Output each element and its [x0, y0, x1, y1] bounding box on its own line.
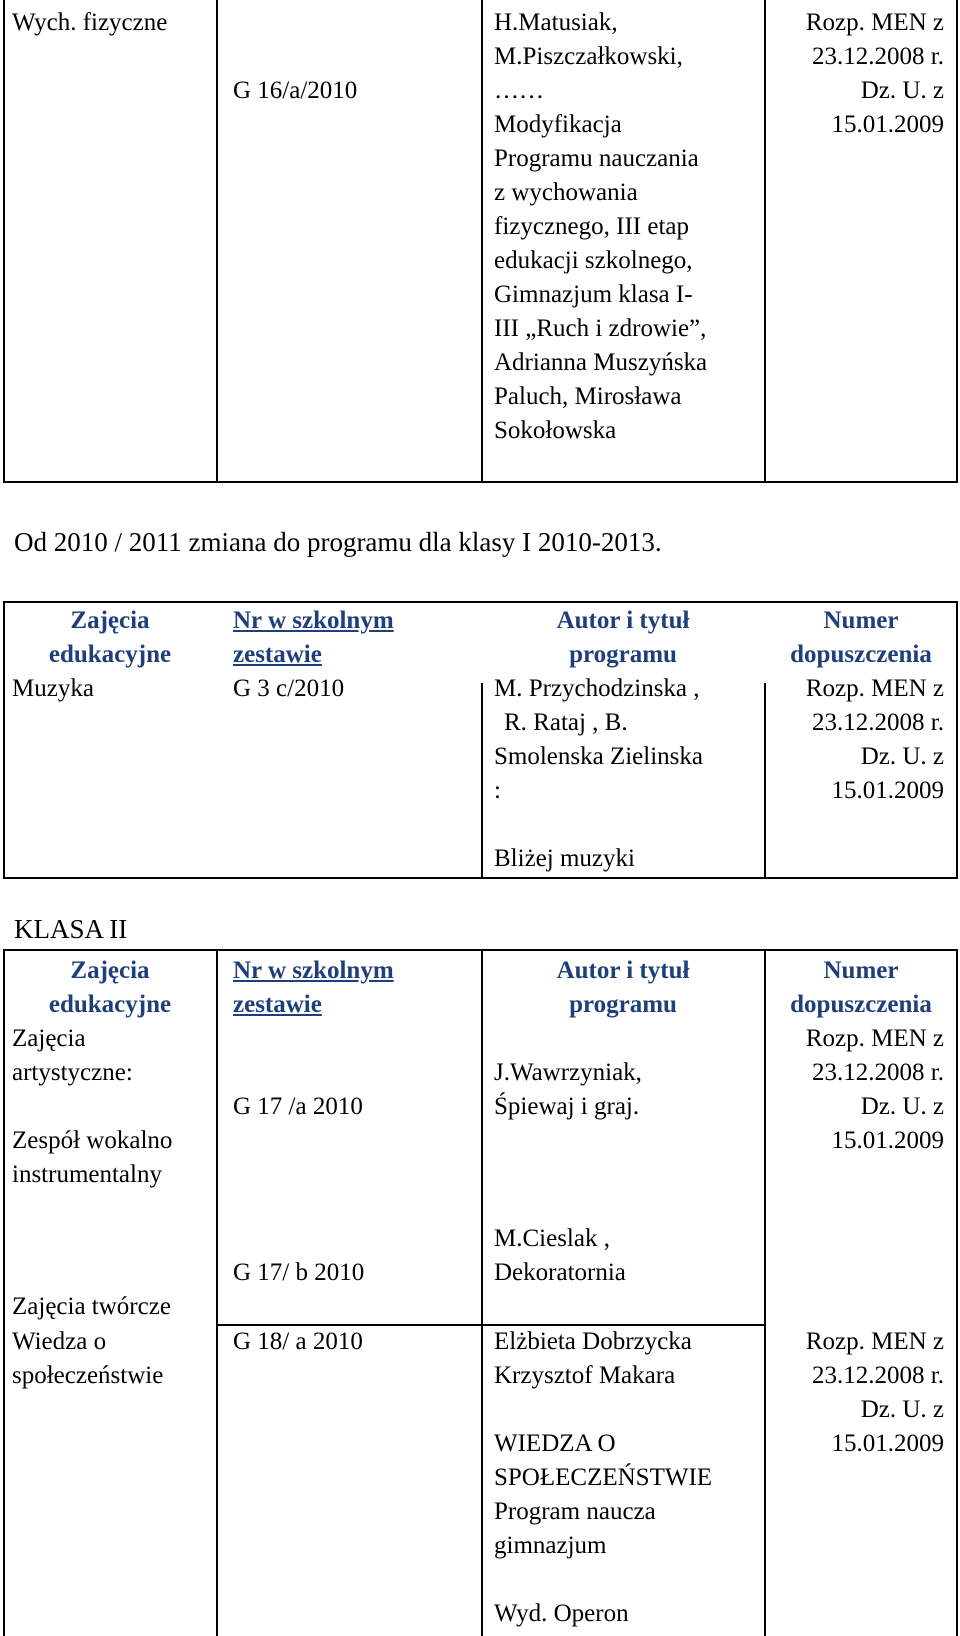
table-border [3, 949, 5, 1636]
table-border [216, 0, 218, 482]
table-border [764, 683, 766, 879]
subject-cell: Zajęcia artystyczne: Zespół wokalno instrumentalny [12, 1025, 173, 1188]
header-author: Autor i tytuł programu [556, 957, 690, 1018]
program-number-cell: G 16/a/2010 [233, 77, 358, 104]
header-subject: Zajęcia edukacyjne [48, 957, 172, 1018]
header-number: Nr w szkolnym zestawie [233, 957, 394, 1018]
table-border [481, 949, 483, 1636]
header-approval: Numer dopuszczenia [790, 607, 932, 668]
table-border [956, 0, 958, 482]
table-border [3, 601, 958, 603]
subject-cell: Muzyka [12, 675, 94, 702]
program-number-cell: G 3 c/2010 [233, 675, 345, 702]
approval-number-cell: Rozp. MEN z 23.12.2008 r. Dz. U. z 15.01.2009 [805, 1025, 944, 1154]
author-title-cell: M.Cieslak , Dekoratornia [494, 1225, 626, 1286]
program-change-note: Od 2010 / 2011 zmiana do programu dla klasy I 2010-2013. [14, 527, 662, 557]
author-title-cell: H.Matusiak, M.Piszczałkowski, …… Modyfikacja Programu nauczania z wychowania fizycznego, III etap edukacji szkolnego, Gimnazjum klasa I- III „Ruch i zdrowie”, Adrianna Muszyńska Paluch, Mirosława Sokołowska [494, 9, 708, 444]
program-number-cell: G 18/ a 2010 [233, 1328, 363, 1355]
program-number-cell: G 17 /a 2010 [233, 1093, 363, 1120]
header-author: Autor i tytuł programu [556, 607, 690, 668]
section-title: KLASA II [14, 914, 128, 944]
table-border [216, 949, 218, 1636]
table-border [3, 481, 958, 483]
program-number-cell: G 17/ b 2010 [233, 1259, 365, 1286]
approval-number-cell: Rozp. MEN z 23.12.2008 r. Dz. U. z 15.01.2009 [805, 9, 944, 138]
author-title-cell: Elżbieta Dobrzycka Krzysztof Makara WIEDZA O SPOŁECZEŃSTWIE Program naucza gimnazjum Wyd. Operon [494, 1328, 713, 1627]
approval-number-cell: Rozp. MEN z 23.12.2008 r. Dz. U. z 15.01.2009 [805, 1328, 944, 1457]
table-border [481, 683, 483, 879]
author-title-cell: J.Wawrzyniak, Śpiewaj i graj. [494, 1059, 642, 1120]
subject-cell: Zajęcia twórcze [12, 1293, 171, 1320]
table-border [481, 0, 483, 482]
table-border [956, 949, 958, 1636]
subject-cell: Wiedza o społeczeństwie [12, 1328, 164, 1389]
subject-cell: Wych. fizyczne [12, 9, 168, 36]
approval-number-cell: Rozp. MEN z 23.12.2008 r. Dz. U. z 15.01.2009 [805, 675, 944, 804]
header-approval: Numer dopuszczenia [790, 957, 932, 1018]
header-number: Nr w szkolnym zestawie [233, 607, 394, 668]
table-border [764, 949, 766, 1636]
table-border [3, 0, 5, 482]
header-subject: Zajęcia edukacyjne [48, 607, 172, 668]
author-title-cell: M. Przychodzinska , R. Rataj , B. Smolenska Zielinska : Bliżej muzyki [494, 675, 703, 872]
table-border [764, 0, 766, 482]
